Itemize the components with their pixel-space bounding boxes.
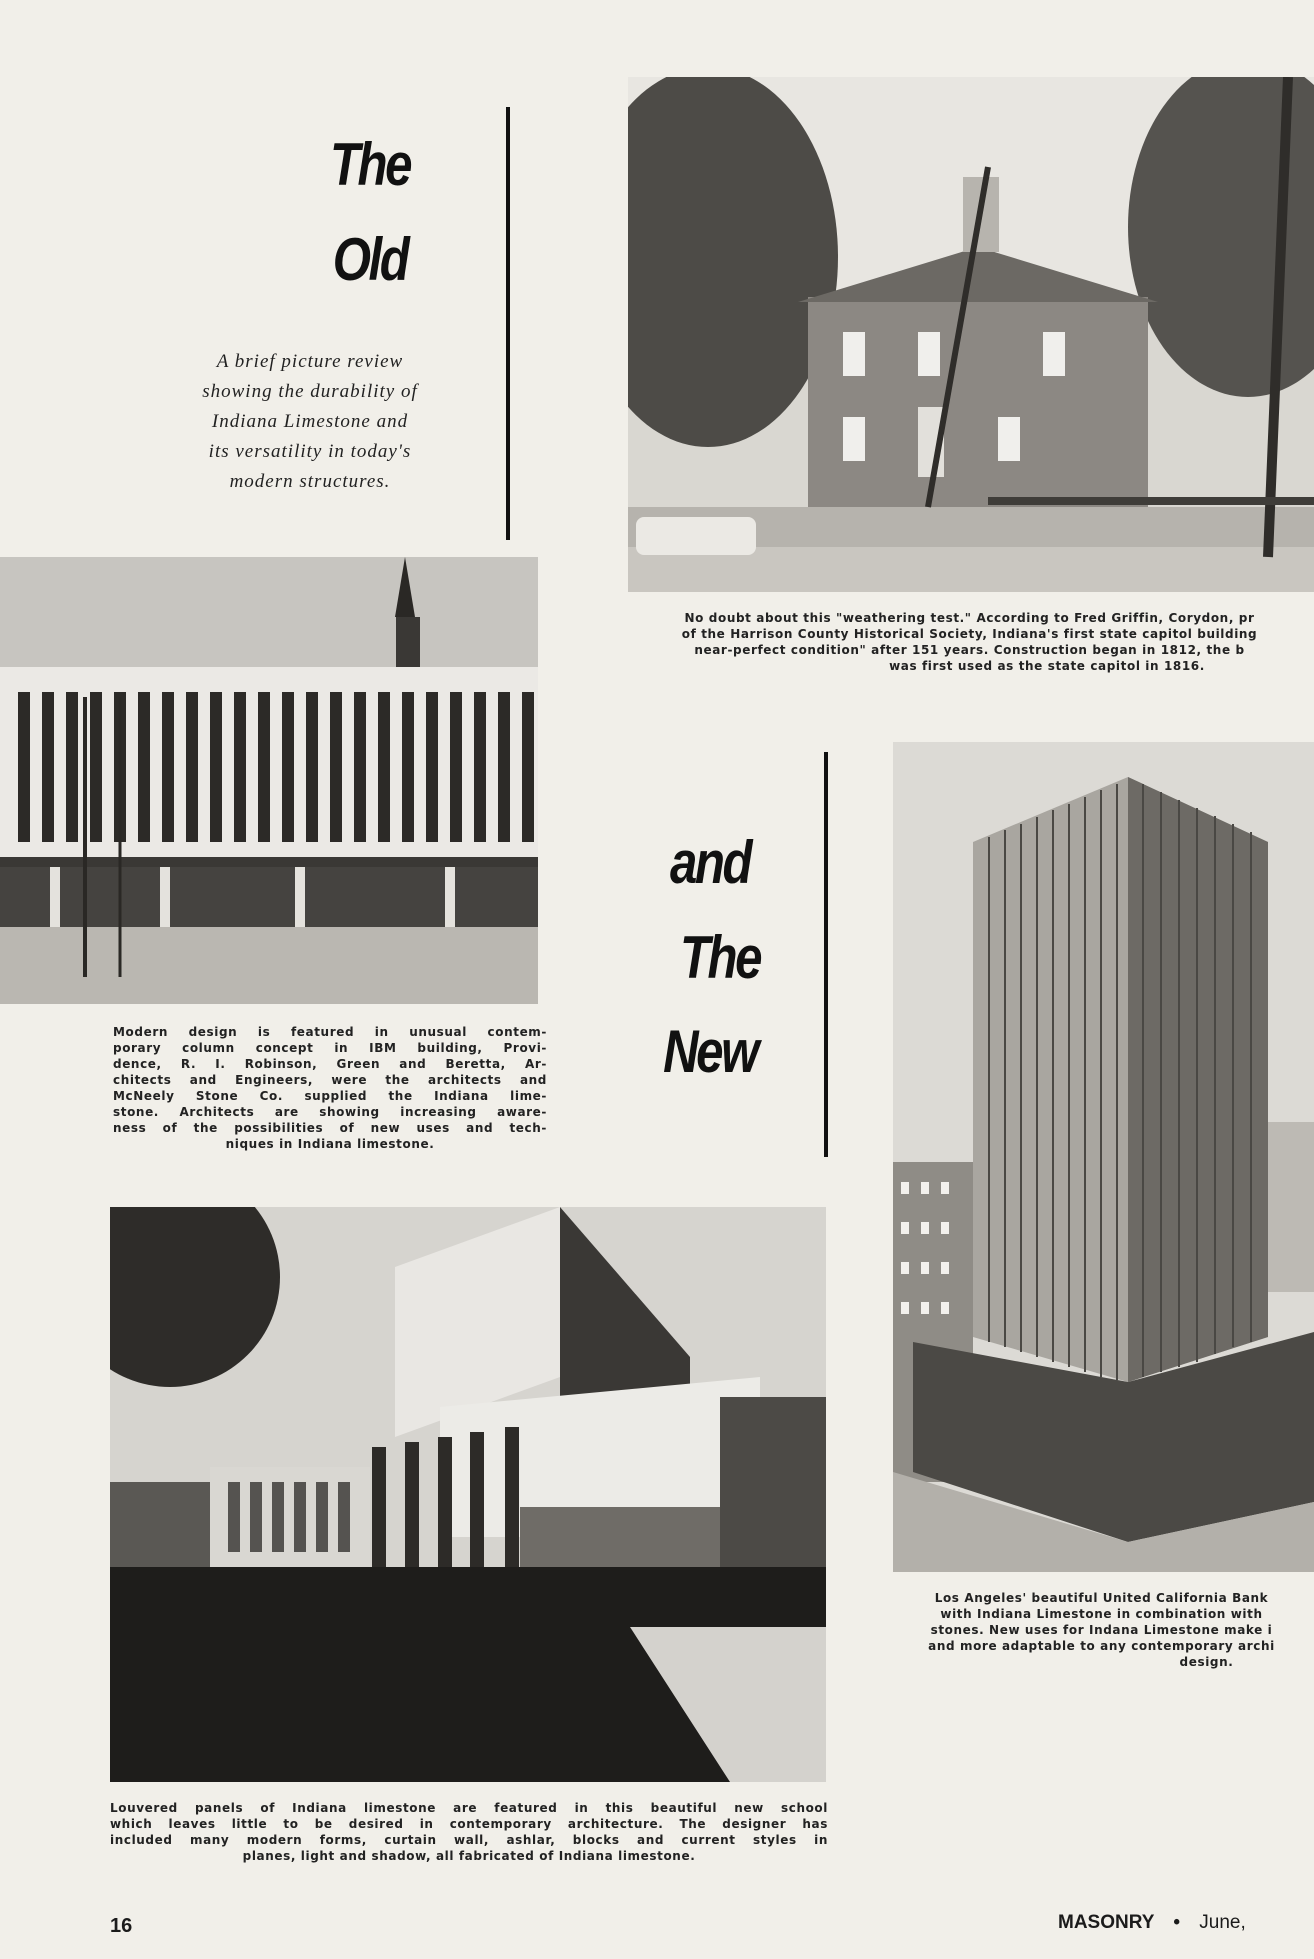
title-the: The — [329, 131, 411, 198]
caption-capitol — [625, 610, 1314, 674]
photo-united-california-bank — [893, 742, 1314, 1572]
intro-line: A brief picture review — [216, 351, 404, 372]
caption-line: was first used as the state capitol in 1816. — [889, 659, 1205, 673]
caption-line: niques in Indiana limestone. — [225, 1137, 435, 1151]
photo-capitol-building — [628, 77, 1314, 592]
intro-line: its versatility in today's — [208, 441, 412, 462]
issue-date: June, — [1199, 1912, 1246, 1933]
caption-line: included many modern forms, curtain wall, ashlar, blocks and current styles in — [110, 1833, 828, 1847]
footer-bullet: • — [1173, 1912, 1181, 1933]
caption-line: and more adaptable to any contemporary archi — [928, 1639, 1275, 1653]
page-number: 16 — [110, 1915, 133, 1937]
caption-line: design. — [1179, 1655, 1234, 1669]
caption-line: planes, light and shadow, all fabricated of Indiana limestone. — [242, 1849, 696, 1863]
title-old: Old — [332, 226, 408, 293]
intro-line: Indiana Limestone and — [211, 411, 409, 432]
intro-line: showing the durability of — [202, 381, 418, 402]
photo-ibm-building — [0, 557, 538, 1004]
caption-ibm — [113, 1024, 547, 1152]
caption-line: Louvered panels of Indiana limestone are featured in this beautiful new school — [110, 1801, 828, 1815]
title-and: and — [669, 829, 751, 896]
title-rule-old — [506, 107, 510, 540]
footer-masthead — [1058, 1912, 1246, 1934]
caption-bank — [889, 1590, 1314, 1670]
caption-line: stones. New uses for Indana Limestone make i — [930, 1623, 1273, 1637]
caption-line: Los Angeles' beautiful United California Bank — [934, 1591, 1269, 1605]
caption-line: which leaves little to be desired in contemporary architecture. The designer has — [110, 1817, 828, 1831]
caption-school — [110, 1800, 828, 1864]
caption-line: Modern design is featured in unusual contem- — [113, 1025, 547, 1039]
caption-line: near-perfect condition" after 151 years. Construction began in 1812, the b — [694, 643, 1245, 657]
caption-line: dence, R. I. Robinson, Green and Beretta, Ar- — [113, 1057, 547, 1071]
intro-text — [150, 347, 470, 497]
photo-school — [110, 1207, 826, 1782]
caption-line: McNeely Stone Co. supplied the Indiana lime- — [113, 1089, 547, 1103]
caption-line: of the Harrison County Historical Society, Indiana's first state capitol building — [681, 627, 1258, 641]
caption-line: with Indiana Limestone in combination with — [940, 1607, 1263, 1621]
magazine-name: MASONRY — [1058, 1912, 1155, 1933]
title-the-new: The — [679, 924, 761, 991]
caption-line: porary column concept in IBM building, Provi- — [113, 1041, 547, 1055]
title-rule-new — [824, 752, 828, 1157]
intro-line: modern structures. — [229, 471, 391, 492]
caption-line: chitects and Engineers, were the architects and — [113, 1073, 547, 1087]
caption-line: stone. Architects are showing increasing aware- — [113, 1105, 547, 1119]
caption-line: ness of the possibilities of new uses and tech- — [113, 1121, 547, 1135]
caption-line: No doubt about this "weathering test." According to Fred Griffin, Corydon, pr — [684, 611, 1255, 625]
title-new: New — [663, 1018, 757, 1085]
